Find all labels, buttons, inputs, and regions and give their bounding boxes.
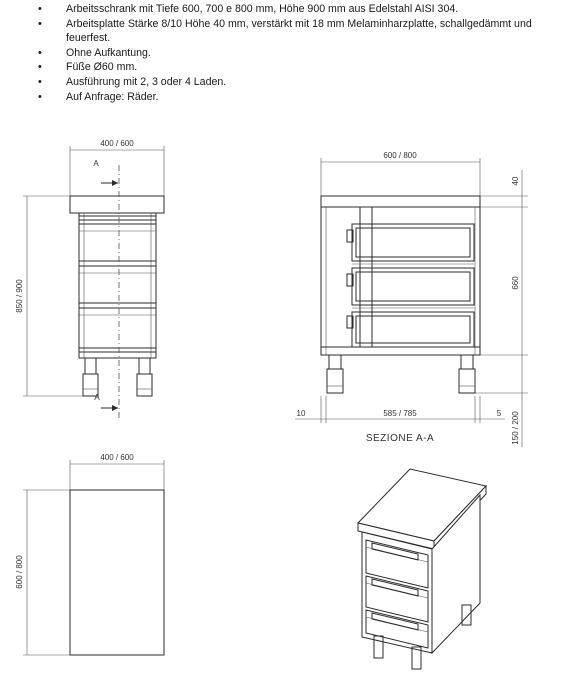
front-width-dim: 400 / 600 [100, 139, 134, 148]
plan-width-dim: 400 / 600 [100, 453, 134, 462]
feature-item: • Füße Ø60 mm. [38, 60, 558, 75]
feature-item: • Arbeitsplatte Stärke 8/10 Höhe 40 mm, verstärkt mit 18 mm Melaminharzplatte, schallgedämmt und feuerfest. [38, 17, 558, 46]
section-inner-dim: 585 / 785 [383, 409, 417, 418]
feature-item: • Ausführung mit 2, 3 oder 4 Laden. [38, 75, 558, 90]
front-height-dim: 850 / 900 [15, 279, 24, 313]
plan-depth-dim: 600 / 800 [15, 555, 24, 589]
section-width-dim: 600 / 800 [383, 151, 417, 160]
section-caption: SEZIONE A-A [365, 433, 435, 444]
section-mark-top: A [93, 159, 99, 168]
section-legs-dim: 150 / 200 [511, 411, 520, 445]
section-view [295, 151, 528, 447]
feature-item: • Ohne Aufkantung. [38, 46, 558, 61]
section-left-dim: 10 [296, 409, 306, 418]
feature-item: • Arbeitsschrank mit Tiefe 600, 700 e 800 mm, Höhe 900 mm aus Edelstahl AISI 304. [38, 2, 558, 17]
front-view [15, 139, 164, 420]
plan-view [15, 453, 164, 655]
section-mark-bottom: A [94, 393, 100, 402]
section-top-dim: 40 [511, 176, 520, 186]
isometric-view [358, 469, 486, 669]
feature-item: • Auf Anfrage: Räder. [38, 90, 558, 105]
section-right-dim: 5 [496, 409, 502, 418]
section-height-dim: 660 [511, 276, 520, 290]
